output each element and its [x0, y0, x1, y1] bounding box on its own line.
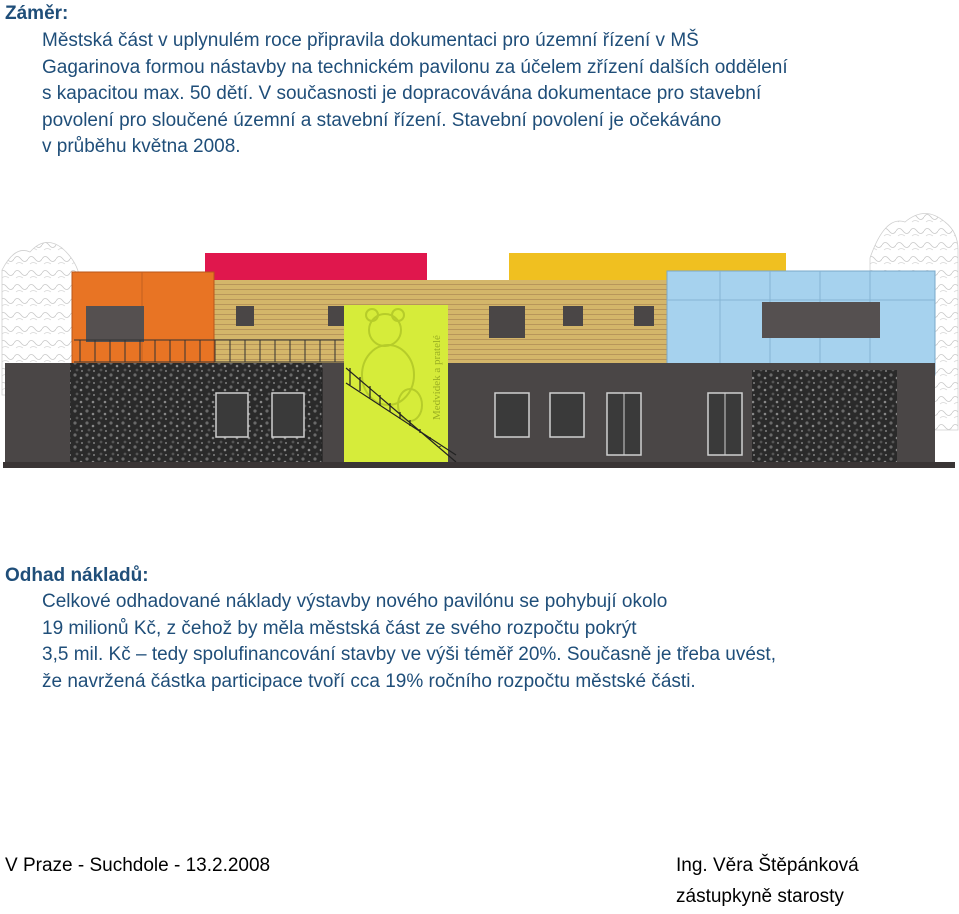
costs-heading: Odhad nákladů: — [5, 565, 149, 586]
costs-paragraph — [42, 589, 957, 695]
ground-window — [550, 393, 584, 437]
ground-window — [216, 393, 248, 437]
upper-window — [328, 306, 346, 326]
signatory-role: zástupkyně starosty — [676, 886, 844, 907]
upper-window — [563, 306, 583, 326]
purpose-heading: Záměr: — [5, 3, 69, 24]
costs-line: 19 milionů Kč, z čehož by měla městská část ze svého rozpočtu pokrýt — [42, 617, 637, 639]
signatory-name: Ing. Věra Štěpánková — [676, 855, 859, 876]
building-elevation-illustration — [0, 198, 959, 470]
hedge-right — [752, 370, 897, 463]
upper-window — [489, 306, 525, 338]
footer-place-date: V Praze - Suchdole - 13.2.2008 — [5, 855, 271, 876]
ground-window — [495, 393, 529, 437]
orange-block-window — [86, 306, 144, 342]
upper-window — [634, 306, 654, 326]
mural-text: Medvídek a pratelé — [431, 335, 443, 420]
purpose-paragraph — [42, 28, 957, 161]
purpose-line: s kapacitou max. 50 dětí. V současnosti je dopracovávána dokumentace pro stavební — [42, 83, 762, 104]
purpose-line: Gagarinova formou nástavby na technickém pavilonu za účelem zřízení dalších oddělení — [42, 56, 788, 78]
ground-window — [272, 393, 304, 437]
costs-line: 3,5 mil. Kč – tedy spolufinancování stavby ve výši téměř 20%. Současně je třeba uvést, — [42, 644, 776, 665]
purpose-line: v průběhu května 2008. — [42, 136, 241, 157]
costs-line: že navržená částka participace tvoří cca 19% ročního rozpočtu městské části. — [42, 670, 696, 692]
purpose-line: povolení pro sloučené územní a stavební řízení. Stavební povolení je očekáváno — [42, 109, 722, 131]
costs-line: Celkové odhadované náklady výstavby nového pavilónu se pohybují okolo — [42, 591, 668, 612]
upper-window — [236, 306, 254, 326]
blue-block-window — [762, 302, 880, 338]
red-roof-block — [205, 253, 427, 282]
ground-shadow — [3, 462, 955, 468]
purpose-line: Městská část v uplynulém roce připravila dokumentaci pro územní řízení v MŠ — [42, 30, 699, 51]
